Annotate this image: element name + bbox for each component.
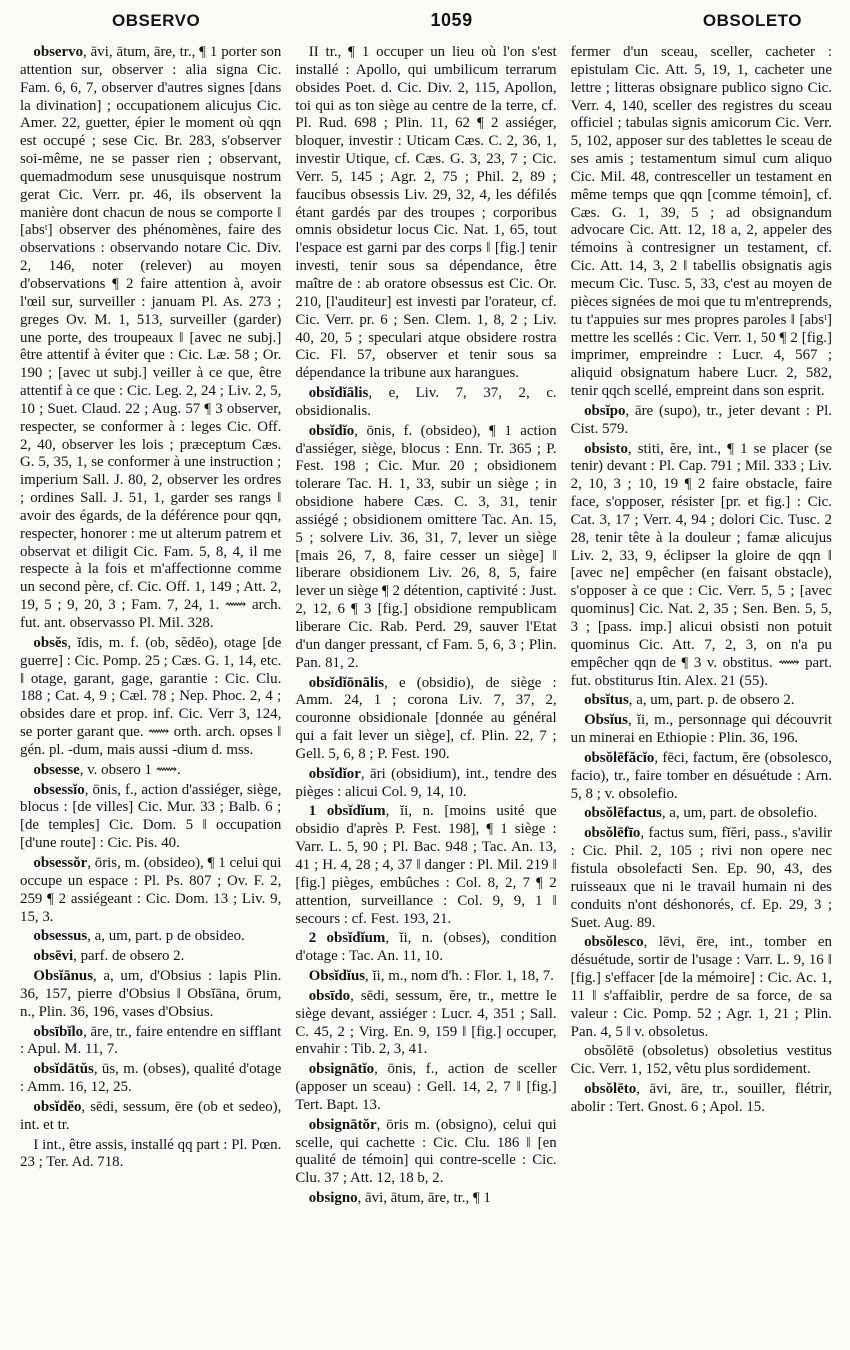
dictionary-entry [571,825,832,932]
dictionary-entry [20,782,281,853]
entry-body: , ōnis, f., action d'assiéger, siège, blocus : [de villes] Cic. Mur. 33 ; Balb. 6 ; [de temples] Cic. Dom. 5 ‖ occupation [d'une route] : Cic. Pis. 40. [20,781,282,852]
entry-headword: Obsĭānus [33,968,94,985]
dictionary-entry [295,1117,556,1188]
dictionary-entry [571,692,832,710]
dictionary-entry [295,968,556,986]
entry-headword: obsĭpo [584,402,626,419]
entry-headword: obsŏlēto [584,1081,637,1098]
dictionary-entry [295,1061,556,1115]
dictionary-entry [571,805,832,823]
entry-body: , ĭi, m., personnage qui découvrit un minerai en Ethiopie : Plin. 36, 196. [570,712,832,747]
dictionary-entry [571,441,832,691]
dictionary-entry [571,44,832,401]
dictionary-entry [20,968,281,1022]
dictionary-entry [571,750,832,804]
entry-body: , ōnis, f. (obsideo), ¶ 1 action d'assiéger, siège, blocus : Enn. Tr. 365 ; P. Fest. 198 ; Cic. Mur. 20 ; obsidionem tolerare Tac. H. 1, 33, subir un siège ; in obsidione habere Cæs. C. 3, 31, tenir assiégé ; obsidionem omittere Tac. An. 15, 5 ; solvere Liv. 36, 31, 7, lever un siège [mais 26, 7, 8, faire cesser un siège] ‖ liberare obsidionem Liv. 26, 8, 5, faire lever un siège ¶ 2 détention, captivité : Just. 2, 12, 6 ¶ 3 [fig.] obsidione rempublicam liberare Cic. Rab. Perd. 29, sauver l'Etat d'un danger pressant, cf Fam. 5, 6, 3 ; Plin. Pan. 81, 2. [295,422,557,671]
entry-body: , āvi, āre, tr., souiller, flétrir, abolir : Tert. Gnost. 6 ; Apol. 15. [570,1081,832,1115]
entry-headword: obsignātŏr [308,1116,377,1133]
entry-body: , ĭi, n. (obses), condition d'otage : Tac. An. 11, 10. [295,930,557,965]
dictionary-entry [295,1190,556,1208]
dictionary-entry [295,988,556,1059]
entry-headword: obsīdo [308,987,351,1004]
entry-body: , āre, tr., faire entendre en sifflant : Apul. M. 11, 7. [20,1023,282,1058]
entry-body: II tr., ¶ 1 occuper un lieu où l'on s'est installé : Apollo, qui umbilicum terrarum obsides Poet. d. Cic. Div. 2, 115, Apollon, toi qui as ton siège au centre de la terre, cf. Pl. Rud. 698 ; Plin. 11, 62 ¶ 2 assiéger, bloquer, investir : Uticam Cæs. C. 2, 36, 1, investir Utique, cf. Cæs. G. 3, 23, 7 ; Cic. Verr. 5, 145 ; Agr. 2, 75 ; Phil. 2, 89 ; faucibus obsessis Liv. 29, 32, 4, les défilés étant gardés par des troupes ; corporibus omnis obsidetur locus Cic. Nat. 1, 65, tout l'espace est garni par des corps ‖ [fig.] tenir investi, tenir sous sa dépendance, être maître de : ab oratore obsessus est Cic. Or. 210, [l'auditeur] est investi par l'orateur, cf. Cic. Verr. pr. 6 ; Sen. Clem. 1, 8, 2 ; Liv. 40, 20, 5 ; speculari atque obsidere rostra Cic. Fl. 57, observer et tenir sous sa dépendance la tribune aux harangues. [295,44,557,382]
entry-body: , āvi, ātum, āre, tr., ¶ 1 porter son attention sur, observer : alia signa Cic. Fam. 6, 6, 7, observer d'autres signes [dans la divination] ; occupationem alicujus Cic. Amer. 22, guetter, épier le moment où qqn est occupé ; sese Cic. Br. 283, s'observer soi-même, ne se passer rien ; observant, quemadmodum sese unusquisque nostrum gerat Cic. Verr. pr. 46, ils observent la manière dont chacun de nous se comporte ‖ [absᵗ] observer des phénomènes, faire des observations : observando notare Cic. Div. 2, 146, noter (relever) au moyen d'observations ¶ 2 faire attention à, avoir l'œil sur, surveiller : januam Pl. As. 273 ; greges Ov. M. 1, 513, surveiller (garder) une porte, des troupeaux ‖ [avec ne subj.] être attentif à éviter que : Cic. Læ. 58 ; Or. 190 ; [avec ut subj.] veiller à ce que, être attentif à ce que : Cic. Leg. 2, 24 ; Liv. 2, 5, 10 ; Suet. Claud. 22 ; Aug. 57 ¶ 3 observer, respecter, se conformer à : leges Cic. Off. 2, 40, observer les lois ; præceptum Cæs. G. 5, 35, 1, se conformer à une instruction ; imperium Sall. J. 80, 2, observer les ordres ; ordines Sall. J. 51, 1, garder ses rangs ‖ avoir des égards, de la déférence pour qqn, respecter, honorer : me ut alterum patrem et observat et diligit Cic. Fam. 5, 8, 4, il me respecte à la fois et m'affectionne comme un second père, cf. Cic. Off. 1, 149 ; Att. 2, 19, 5 ; 9, 20, 3 ; Fam. 7, 24, 1. ⟿ arch. fut. ant. observasso Pl. Mil. 328. [20,44,282,631]
dictionary-entry [295,766,556,802]
entry-headword: obsessus [33,928,88,945]
entry-body: , ōnis, f., action de sceller (apposer un sceau) : Gell. 14, 2, 7 ‖ [fig.] Tert. Bapt. 13. [295,1061,557,1113]
entry-headword: observo [33,44,84,60]
entry-headword: obsignātĭo [308,1061,375,1078]
entry-body: , a, um, part. p. de obsero 2. [628,692,795,709]
header-right-guideword: OBSOLETO [702,11,802,30]
entry-body: , ĭi, n. [moins usité que obsidio d'après P. Fest. 198], ¶ 1 siège : Varr. L. 5, 90 ; Pl. Bac. 948 ; Tac. An. 13, 41 ; H. 4, 28 ; 4, 37 ‖ danger : Pl. Mil. 219 ‖ [fig.] pièges, embûches : Col. 8, 2, 7 ¶ 2 attention, surveillance : Col. 9, 9, 1 ‖ secours : cf. Fest. 193, 21. [295,803,557,927]
entry-headword: obsŏlesco [584,934,644,951]
dictionary-entry [571,934,832,1041]
entry-body: , e (obsidio), de siège : Amm. 24, 1 ; corona Liv. 7, 37, 2, couronne obsidionale [donnée au général qui a fait lever un siège], cf. Plin. 22, 7 ; Gell. 5, 6, 8 ; P. Fest. 190. [295,674,557,762]
dictionary-entry [20,635,281,760]
entry-body: , a, um, part. de obsolefio. [661,805,818,822]
entry-body: , ōris, m. (obsideo), ¶ 1 celui qui occupe un espace : Pl. Ps. 807 ; Ov. F. 2, 259 ¶ 2 assiégeant : Cic. Dom. 13 ; Liv. 9, 15, 3. [20,854,282,925]
entry-headword: obsĭdĭo [308,422,355,439]
entry-headword: obsŏlēfīo [584,825,641,842]
entry-body: , e, Liv. 7, 37, 2, c. obsidionalis. [295,385,557,419]
entry-headword: obsĭdātŭs [33,1061,94,1078]
entry-body: , lēvi, ēre, int., tomber en désuétude, sortir de l'usage : Varr. L. 9, 16 ‖ [fig.] s'effacer [de la mémoire] : Cic. Ac. 1, 11 ‖ s'affaiblir, perdre de sa force, de sa valeur : Cic. Pomp. 52 ; Agr. 1, 21 ; Plin. Pan. 4, 5 ‖ v. obsoletus. [570,934,832,1040]
entry-headword: obsĭdĕo [33,1098,82,1115]
entry-body: obsŏlētē (obsoletus) obsoletius vestitus Cic. Verr. 1, 152, vêtu plus sordidement. [570,1043,832,1078]
dictionary-entry [20,762,281,780]
running-header [20,10,832,44]
dictionary-entry [20,1024,281,1060]
header-left-guideword: OBSERVO [112,11,201,30]
dictionary-entry [20,1099,281,1135]
entry-body: , a, um, d'Obsius : lapis Plin. 36, 157, pierre d'Obsius ‖ Obsĭāna, ōrum, n., Plin. 36, 196, vases d'Obsius. [20,968,282,1020]
entry-body: , sēdi, sessum, ēre (ob et sedeo), int. et tr. [20,1098,282,1133]
entry-body: , āvi, ātum, āre, tr., ¶ 1 [357,1190,491,1207]
entry-headword: Obsĭdĭus [308,968,366,985]
entry-headword: obsĭtus [584,692,629,709]
dictionary-entry [571,1043,832,1079]
entry-headword: obsĕs [33,634,68,651]
text-columns [20,44,832,1208]
entry-body: , fēci, factum, ĕre (obsolesco, facio), tr., faire tomber en désuétude : Arn. 5, 8 ; v. obsolefio. [570,749,832,802]
entry-body: , ōris m. (obsigno), celui qui scelle, qui cachette : Cic. Clu. 186 ‖ [en qualité de témoin] qui contre-scelle : Cic. Clu. 37 ; Att. 12, 18 b, 2. [295,1116,557,1187]
entry-body: , ūs, m. (obses), qualité d'otage : Amm. 16, 12, 25. [20,1061,282,1096]
entry-body: , parf. de obsero 2. [73,948,185,965]
column-1 [20,44,281,1208]
dictionary-entry [295,675,556,764]
dictionary-entry [295,930,556,966]
entry-body: , v. obsero 1 ⟿. [79,761,181,778]
dictionary-entry [20,1061,281,1097]
entry-body: , ĭi, m., nom d'h. : Flor. 1, 18, 7. [365,968,554,985]
dictionary-entry [295,44,556,383]
dictionary-entry [20,44,281,633]
entry-headword: obsisto [584,440,628,457]
entry-headword: obsŏlēfăcĭo [584,749,655,766]
entry-body: , a, um, part. p de obsideo. [87,928,245,945]
dictionary-entry [20,948,281,966]
column-2 [295,44,556,1208]
entry-headword: obsĭdĭālis [308,385,369,402]
entry-body: , ĭdis, m. f. (ob, sĕdĕo), otage [de guerre] : Cic. Pomp. 25 ; Cæs. G. 1, 14, etc. ‖ otage, garant, gage, garantie : Cic. Clu. 188 ; Cat. 4, 9 ; Cæl. 78 ; Nep. Phoc. 2, 4 ; obsides dare et prop. inf. Cic. Verr 3, 124, se porter garant que. ⟿ orth. arch. opses ‖ gén. pl. -dum, mais aussi -dium d. mss. [20,634,282,758]
entry-body: fermer d'un sceau, sceller, cacheter : epistulam Cic. Att. 5, 19, 1, cacheter une lettre ; litteras obsignare publico signo Cic. Verr. 4, 140, sceller des registres du sceau officiel ; tabulas signis amicorum Cic. Verr. 5, 102, apposer sur des tablettes le sceau de ses amis ; testamentum simul cum aliquo Cic. Mil. 48, contresceller un testament en même temps que qqn [comme témoin], cf. Cæs. G. 1, 39, 5 ; ad obsignandum advocare Cic. Att. 12, 18 a, 2, appeler des témoins à contresigner un testament, cf. Cic. Att. 14, 3, 2 ‖ tabellis obsignatis agis mecum Cic. Tusc. 5, 33, c'est au moyen de pièces signées de moi que tu m'entreprends, tu t'appuies sur mes propres paroles ‖ [absᵗ] mettre les scellés : Cic. Verr. 1, 50 ¶ 2 [fig.] imprimer, empreindre : Lucr. 4, 567 ; aliquid obsignatum habere Lucr. 2, 582, tenir qqch scellé, empreint dans son esprit. [570,44,832,400]
entry-headword: obsēvi [33,948,74,965]
entry-headword: Obsĭus [584,712,628,729]
dictionary-entry [571,712,832,748]
entry-headword: obsesse [33,761,80,778]
entry-headword: obsĭdĭōnālis [308,674,385,691]
entry-headword: obsŏlēfactus [584,805,662,822]
dictionary-entry [571,403,832,439]
entry-body: , sēdi, sessum, ĕre, tr., mettre le siège devant, assiéger : Lucr. 4, 351 ; Sall. C. 45, 2 ; Virg. En. 9, 159 ‖ [fig.] occuper, envahir : Tib. 2, 3, 41. [295,987,557,1058]
entry-body: , factus sum, fĭĕri, pass., s'avilir : Cic. Phil. 2, 105 ; rivi non opere nec fistula obsolefacti Sen. Ep. 90, 43, des ruisseaux que ni le travail humain ni des conduits n'ont déshonorés, cf. Ep. 29, 3 ; Suet. Aug. 89. [570,825,832,931]
entry-headword: obsĭdĭor [308,765,361,782]
dictionary-entry [295,385,556,421]
entry-body: , āre (supo), tr., jeter devant : Pl. Cist. 579. [570,402,832,437]
column-3 [571,44,832,1208]
entry-body: , stiti, ĕre, int., ¶ 1 se placer (se tenir) devant : Pl. Cap. 791 ; Mil. 333 ; Liv. 2, 10, 3 ; 10, 19 ¶ 2 faire obstacle, faire face, s'opposer, résister [pr. et fig.] : Cic. Cat. 3, 17 ; Verr. 4, 94 ; dolori Cic. Tusc. 2 28, tenir tête à la douleur ; famæ alicujus Liv. 2, 33, 9, éclipser la gloire de qqn ‖ [avec ne] empêcher (en faisant obstacle), s'opposer à ce que : Cic. Verr. 5, 5 ; [avec quominus] Cic. Nat. 2, 35 ; Sen. Ben. 5, 5, 3 ; [pass. imp.] alicui obsisti non potuit quominus Cic. Att. 7, 2, 3, on n'a pu empêcher qqn de ¶ 3 v. obstitus. ⟿ part. fut. obstiturus Itin. Alex. 21 (55). [570,440,832,689]
dictionary-entry [295,803,556,928]
entry-body: I int., être assis, installé qq part : Pl. Pœn. 23 ; Ter. Ad. 718. [20,1136,282,1171]
entry-body: , āri (obsidium), int., tendre des pièges : alicui Col. 9, 14, 10. [295,765,557,800]
entry-headword: 2 obsĭdĭum [308,930,386,947]
page-number: 1059 [430,10,473,30]
dictionary-entry [20,1137,281,1173]
entry-headword: obsessĭo [33,781,85,798]
dictionary-entry [20,855,281,926]
dictionary-entry [20,928,281,946]
dictionary-entry [295,423,556,673]
entry-headword: obsībĭlo [33,1023,84,1040]
entry-headword: obsigno [308,1190,358,1207]
entry-headword: 1 obsĭdĭum [308,803,386,820]
entry-headword: obsessŏr [33,854,88,871]
dictionary-entry [571,1081,832,1117]
